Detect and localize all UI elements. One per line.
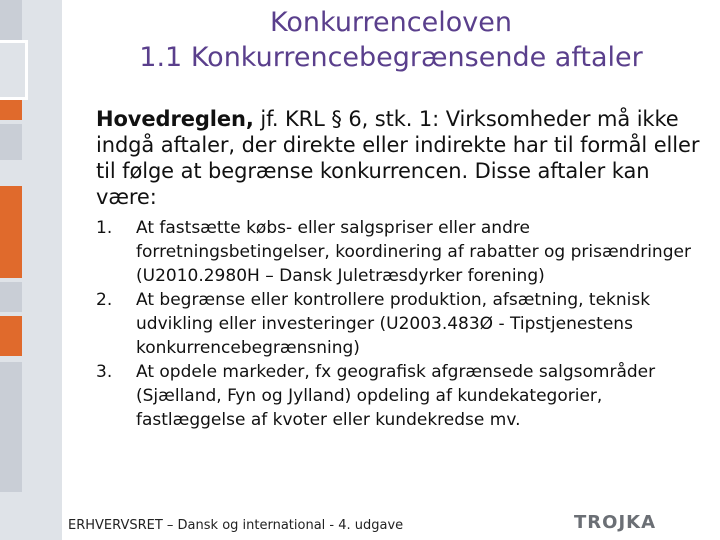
list-item <box>96 288 712 360</box>
lead-bold: Hovedreglen, <box>96 107 254 131</box>
sidebar-orange-block <box>0 316 22 356</box>
sidebar-gray-block <box>0 282 22 312</box>
list-item-number: 3. <box>96 362 113 382</box>
trojka-logo: TROJKA <box>574 512 657 533</box>
title-line-1: Konkurrenceloven <box>270 7 512 38</box>
sidebar-gray-block <box>0 0 22 40</box>
sidebar-gray-block <box>0 124 22 160</box>
decorative-sidebar <box>0 0 62 540</box>
lead-paragraph <box>96 106 712 210</box>
sidebar-notch <box>0 40 28 100</box>
sidebar-orange-block <box>0 186 22 278</box>
list-item <box>96 216 712 288</box>
list-item-number: 2. <box>96 290 113 310</box>
sidebar-orange-block <box>0 100 22 120</box>
list-item-text: At fastsætte købs- eller salgspriser eller andre forretningsbetingelser, koordinering af rabatter og prisændringer (U2010.2980H – Dansk Juletræsdyrker forening) <box>136 218 691 286</box>
footer-text: ERHVERVSRET – Dansk og international - 4. udgave <box>68 518 404 533</box>
list-item-number: 1. <box>96 218 113 238</box>
slide-body <box>96 106 712 432</box>
list-item-text: At opdele markeder, fx geografisk afgrænsede salgsområder (Sjælland, Fyn og Jylland) opdeling af kundekategorier, fastlæggelse af kvoter eller kundekredse mv. <box>136 362 656 430</box>
numbered-list <box>96 216 712 432</box>
list-item <box>96 360 712 432</box>
list-item-text: At begrænse eller kontrollere produktion, afsætning, teknisk udvikling eller investeringer (U2003.483Ø - Tipstjenestens konkurrencebegrænsning) <box>136 290 651 358</box>
sidebar-gray-block <box>0 362 22 492</box>
slide-title <box>62 6 720 76</box>
lead-text: jf. KRL § 6, stk. 1: Virksomheder må ikke indgå aftaler, der direkte eller indirekte har til formål eller til følge at begrænse konkurrencen. Disse aftaler kan være: <box>96 107 700 209</box>
title-line-2: 1.1 Konkurrencebegrænsende aftaler <box>139 42 643 73</box>
